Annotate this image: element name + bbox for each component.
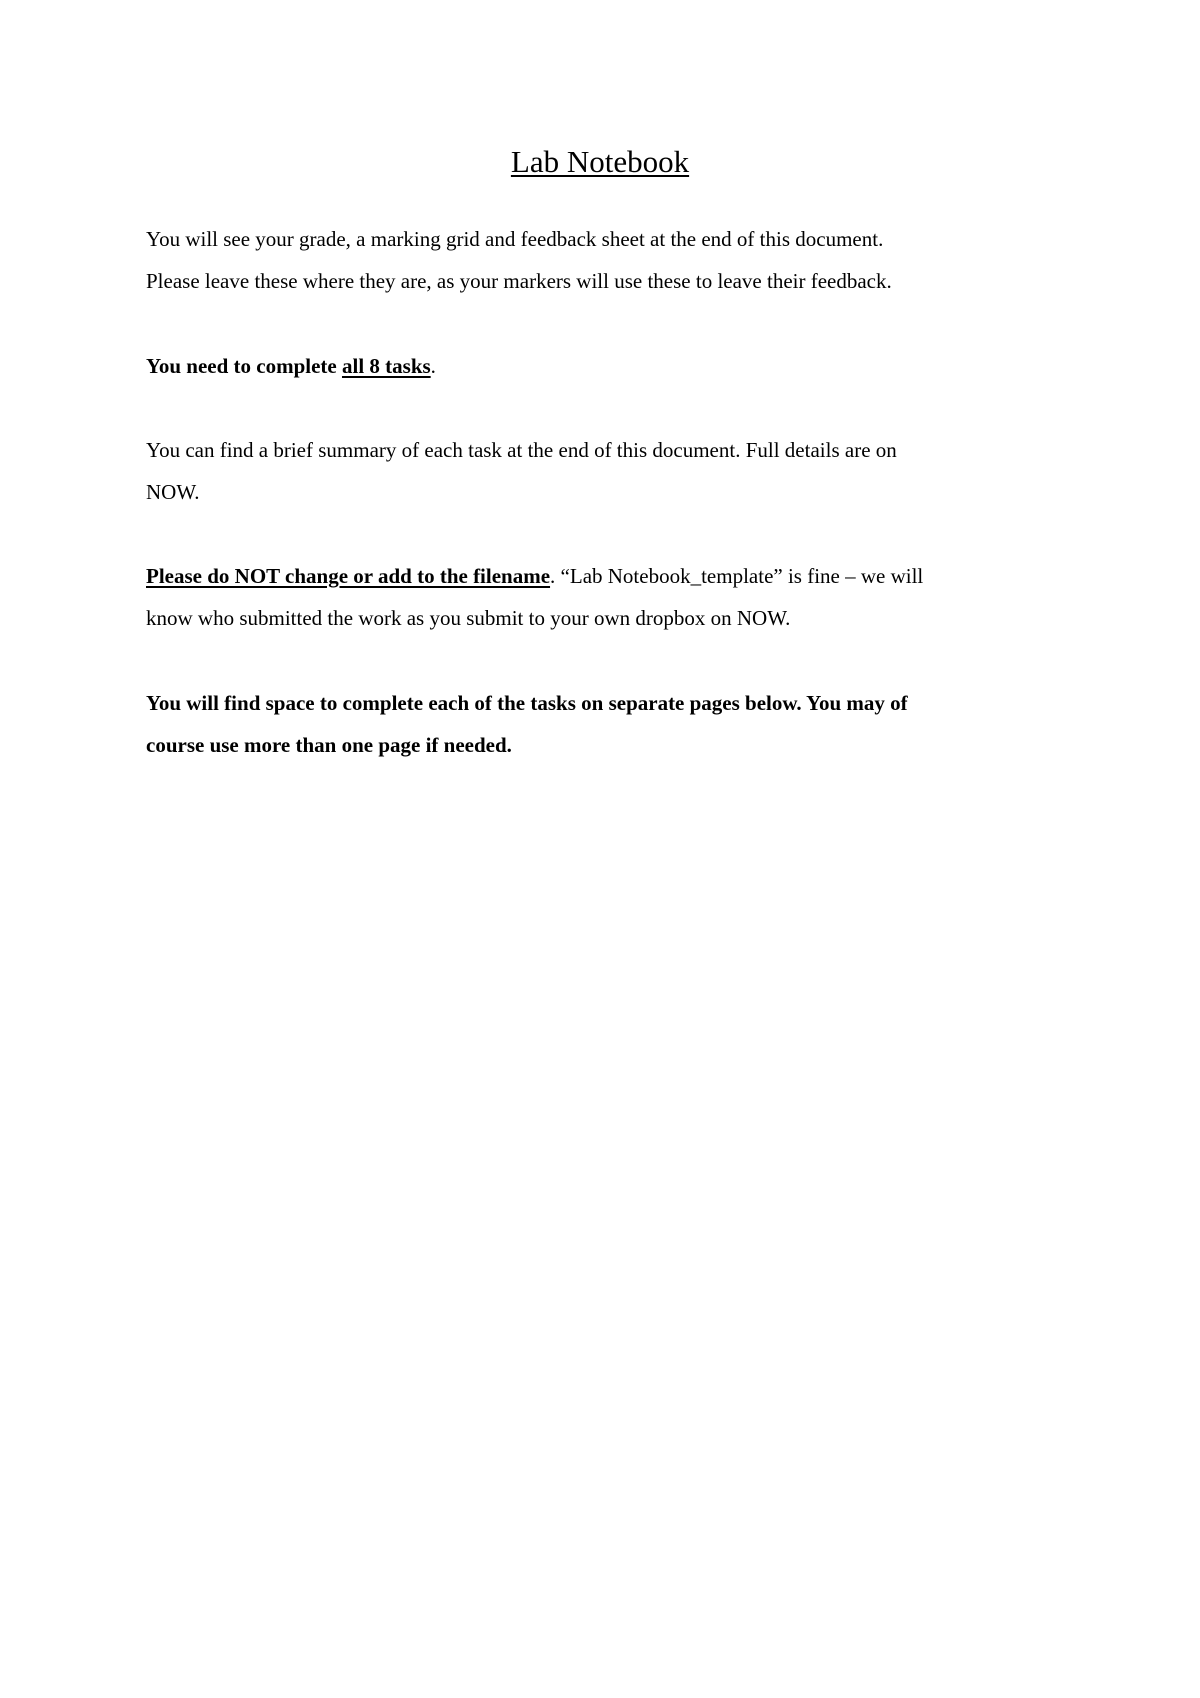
filename-notice-line-1 <box>146 555 1066 597</box>
summary-line-2: NOW. <box>146 480 200 504</box>
summary-paragraph <box>146 429 1066 513</box>
intro-line-2: Please leave these where they are, as your markers will use these to leave their feedback. <box>146 269 892 293</box>
requirement-paragraph <box>146 345 1066 387</box>
space-notice-line-2: course use more than one page if needed. <box>146 733 512 757</box>
filename-notice-rest: . “Lab Notebook_template” is fine – we will <box>550 564 924 588</box>
requirement-line <box>146 345 1066 387</box>
space-notice-paragraph <box>146 682 1066 766</box>
intro-paragraph <box>146 218 1066 302</box>
space-notice-line-1: You will find space to complete each of the tasks on separate pages below. You may of <box>146 691 908 715</box>
requirement-suffix: . <box>430 354 436 378</box>
filename-notice-emphasis: Please do NOT change or add to the filename <box>146 564 551 588</box>
requirement-emphasis: all 8 tasks <box>341 354 431 378</box>
requirement-prefix: You need to complete <box>146 354 342 378</box>
document-title: Lab Notebook <box>510 144 690 179</box>
filename-notice-line-2: know who submitted the work as you submit to your own dropbox on NOW. <box>146 606 791 630</box>
summary-line-1: You can find a brief summary of each task at the end of this document. Full details are on <box>146 438 897 462</box>
filename-notice-paragraph <box>146 555 1066 639</box>
intro-line-1: You will see your grade, a marking grid and feedback sheet at the end of this document. <box>146 227 884 251</box>
